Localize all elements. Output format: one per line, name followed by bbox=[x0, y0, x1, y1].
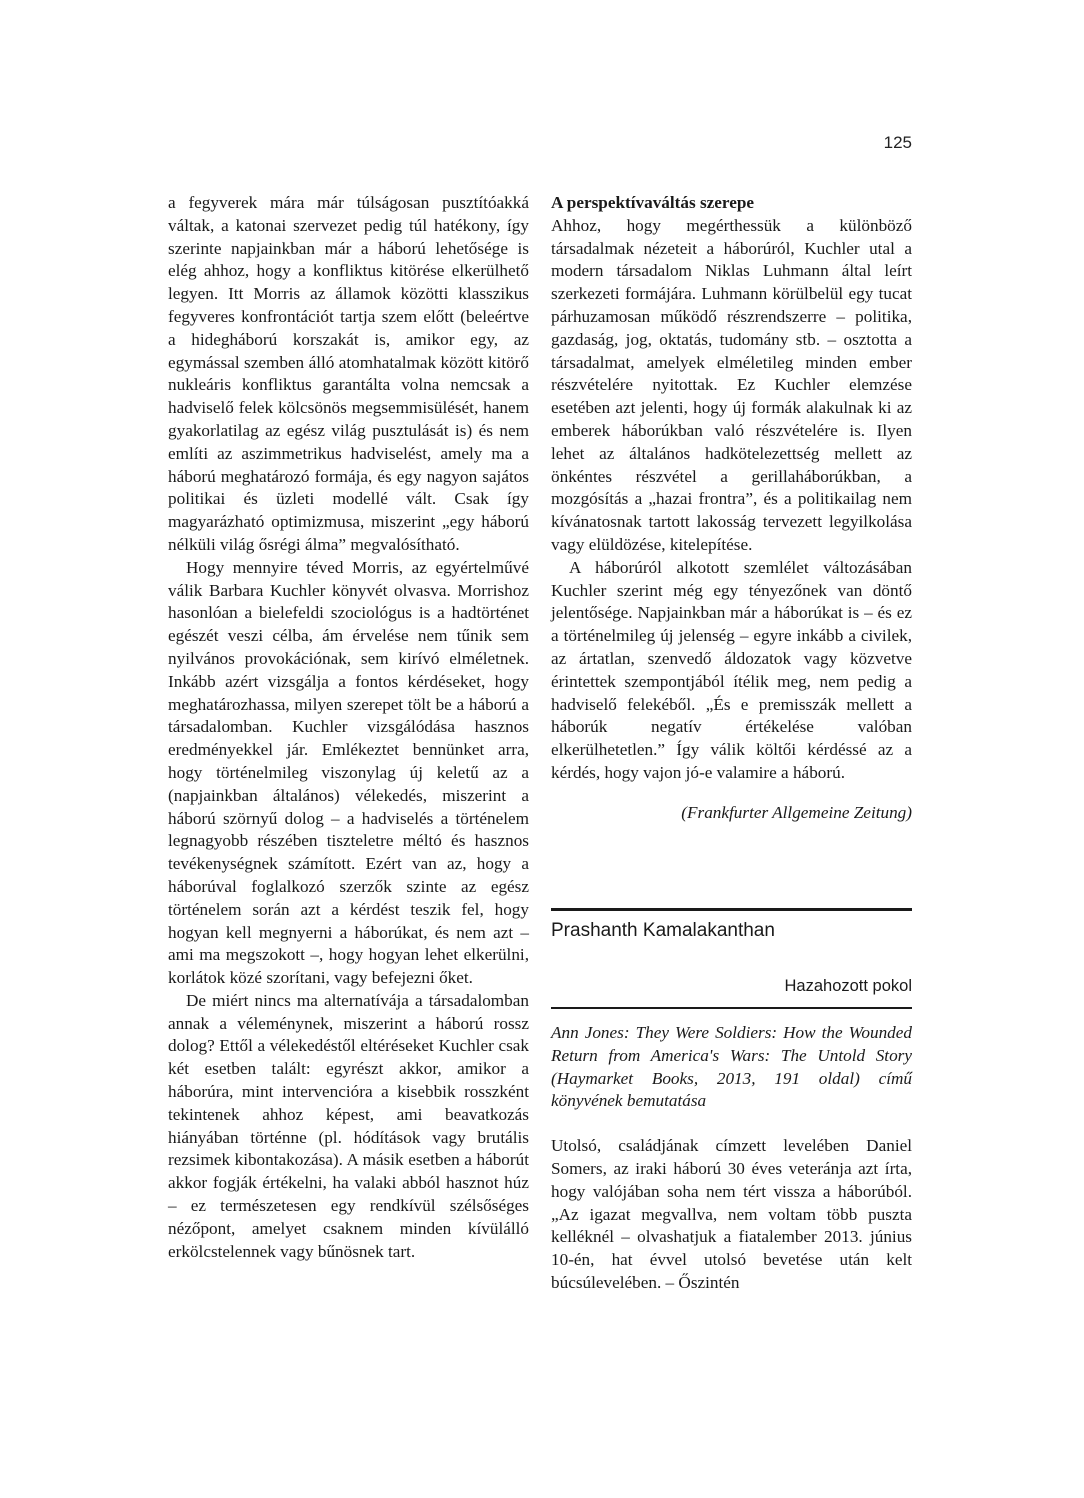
paragraph: Ahhoz, hogy megérthessük a különböző társadalmak nézeteit a háborúról, Kuchler utal a modern társadalom Niklas Luhmann által leírt szerkezeti formájára. Luhmann körülbelül egy tucat párhuzamosan működő részrendszerre – politika, gazdaság, jog, oktatás, tudomány stb. – osztotta a társadalmat, amelyek elméletileg minden ember részvételére nyitottak. Ez Kuchler elemzése esetében azt jelenti, hogy új formák alakulnak ki az emberek háborúkban való részvételére is. Ilyen lehet az általános hadkötelezettség mellett az önkéntes részvétel a gerillaháborúkban, a mozgósítás a „hazai frontra”, és a politikailag nem kívánatosnak tartott lakosság tervezett legyilkolása vagy elüldözése, kitelepítése. bbox=[551, 215, 912, 554]
left-column bbox=[168, 192, 529, 1263]
review-author: Prashanth Kamalakanthan bbox=[551, 920, 775, 941]
paragraph: a fegyverek mára már túlságosan pusztítóakká váltak, a katonai szervezet pedig túl hatékony, így szerinte napjainkban már a háború lehetősége is elég ahhoz, hogy a konfliktus kitörése elkerülhető legyen. Itt Morris az államok közötti klasszikus fegyveres konfrontációt tartja szem előtt (beleértve a hidegháború korszakát is, amikor egy, az egymással szemben álló atomhatalmak között kitörő nukleáris konfliktus garantálta volna nemcsak a hadviselő felek kölcsönös megsemmisülését, hanem gyakorlatilag az egész világ pusztulását is) és nem említi az aszimmetrikus hadviselést, amely ma a háború meghatározó formája, és egy nagyon sajátos politikai és üzleti modellé vált. Csak így magyarázható optimizmusa, miszerint „egy háború nélküli világ ősrégi álma” megvalósítható. bbox=[168, 193, 529, 554]
review-block bbox=[551, 908, 912, 1295]
review-body: Utolsó, családjának címzett levelében Daniel Somers, az iraki háború 30 éves veteránja azt írta, hogy valójában soha nem tért vissza a háborúból. „Az igazat megvallva, nem voltam több puszta kelléknél – olvashatjuk a fiatalember 2013. június 10-én, hat évvel utolsó bevetése után kelt búcsúlevelében. – Őszintén bbox=[551, 1136, 912, 1292]
source-citation: (Frankfurter Allgemeine Zeitung) bbox=[681, 802, 912, 822]
top-rule bbox=[551, 908, 912, 911]
review-title: Hazahozott pokol bbox=[784, 977, 912, 995]
page-number: 125 bbox=[883, 133, 912, 152]
section-heading: A perspektívaváltás szerepe bbox=[551, 193, 755, 212]
paragraph: De miért nincs ma alternatívája a társadalomban annak a véleménynek, miszerint a háború rossz dolog? Ettől a vélekedéstől eltéréseket Kuchler csak két esetben talált: egyrészt akkor, amikor a háborúra, mint intervencióra a kisebbik rosszként tekintenek ahhoz képest, ami beavatkozás hiányában történne (pl. hódítások vagy brutális rezsimek kibontakozása). A másik esetben a háborút akkor fogják értékelni, ha valaki abból hasznot húz – ez természetesen egy rendkívül szélsőséges nézőpont, amelyet csaknem minden kívülálló erkölcstelennek vagy bűnösnek tart. bbox=[168, 990, 529, 1261]
title-rule bbox=[551, 1007, 912, 1009]
paragraph: Hogy mennyire téved Morris, az egyértelművé válik Barbara Kuchler könyvét olvasva. Morrishoz hasonlóan a bielefeldi szociológus is a hadtörténet egészét veszi célba, ám érvelése nem tűnik sem nyilvános provokációnak, sem kirívó elméletnek. Inkább azért vizsgálja a fontos kérdéseket, hogy meghatározhassa, milyen szerepet tölt be a háború a társadalomban. Kuchler vizsgálódása hasznos eredményekkel jár. Emlékeztet bennünket arra, hogy történelmileg viszonylag új keletű az a (napjainkban általános) vélekedés, miszerint a háború szörnyű dolog – a hadviselés a történelem legnagyobb részében tiszteletre méltó és hasznos tevékenységnek számított. Ezért van az, hogy a háborúval foglalkozó szerzők szinte az egész történelem során azt a kérdést teszik fel, hogy hogyan kell megnyerni a háborúkat, és nem azt – ami ma megszokott –, hogy hogyan lehet elkerülni, korlátok közé szorítani, vagy befejezni őket. bbox=[168, 557, 529, 988]
right-column bbox=[551, 192, 912, 825]
paragraph: A háborúról alkotott szemlélet változásában Kuchler szerint még egy tényezőnek van döntő jelentősége. Napjainkban már a háborúkat is – és ez a történelmileg új jelenség – egyre inkább a civilek, az ártatlan, szenvedő áldozatok vagy közvetve érintettek szempontjából ítélik meg, nem pedig a hadviselő felekéből. „És e premisszák mellett a háborúk negatív értékelése valóban elkerülhetetlen.” Így válik költői kérdéssé az a kérdés, hogy vajon jó-e valamire a háború. bbox=[551, 557, 912, 782]
book-info: Ann Jones: They Were Soldiers: How the Wounded Return from America's Wars: The Untold Story (Haymarket Books, 2013, 191 oldal) című könyvének bemutatása bbox=[551, 1023, 912, 1111]
